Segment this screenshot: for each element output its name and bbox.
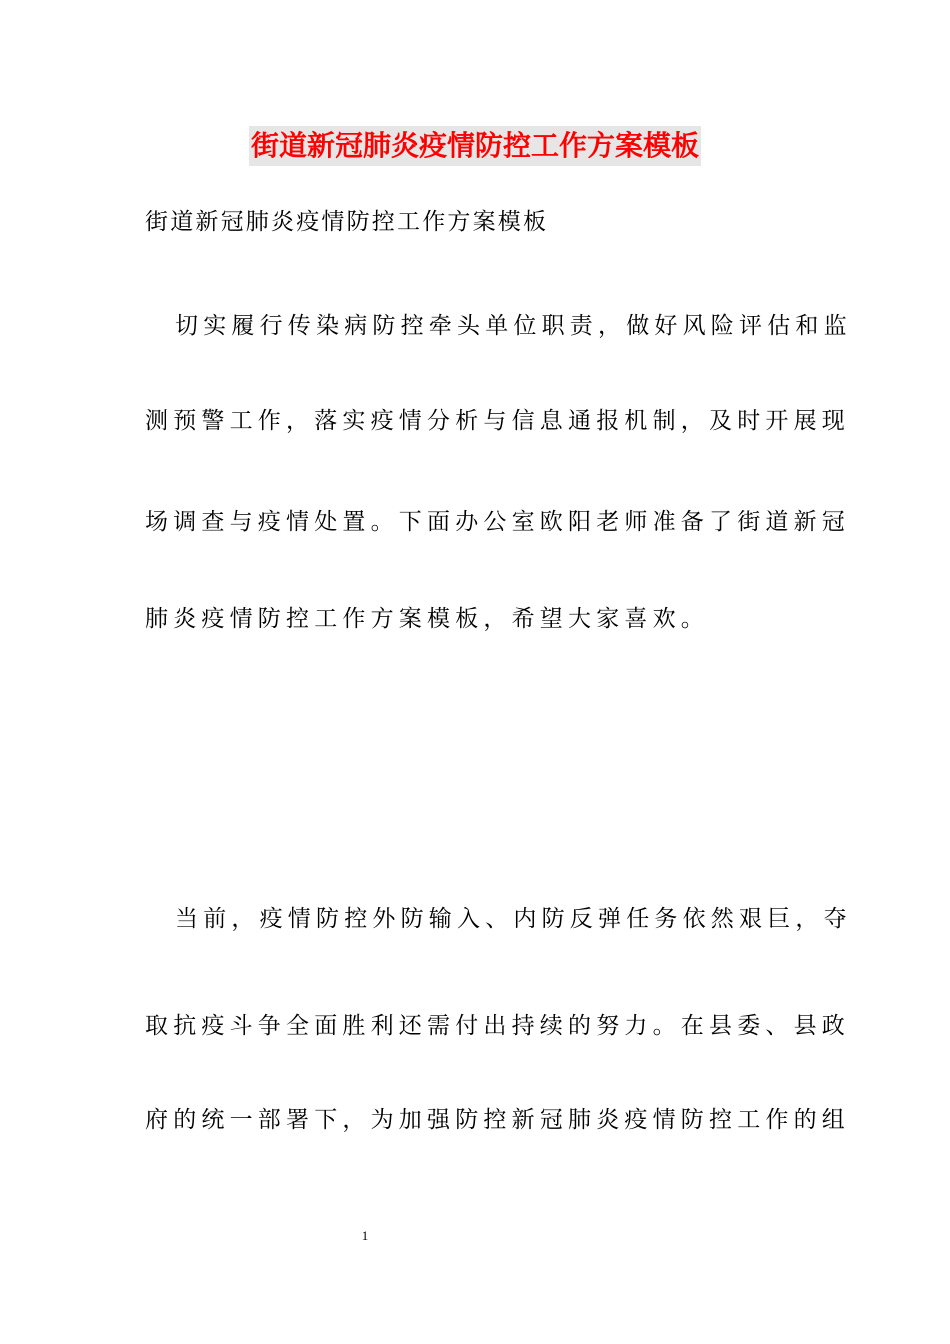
title-container [0, 126, 950, 166]
paragraph-1-line-1: 切实履行传染病防控牵头单位职责，做好风险评估和监 [175, 313, 852, 339]
paragraph-2-line-1: 当前，疫情防控外防输入、内防反弹任务依然艰巨，夺 [175, 906, 852, 932]
paragraph-1-line-4: 肺炎疫情防控工作方案模板，希望大家喜欢。 [145, 606, 709, 632]
paragraph-1-line-3: 场调查与疫情处置。下面办公室欧阳老师准备了街道新冠 [145, 509, 850, 535]
document-subtitle: 街道新冠肺炎疫情防控工作方案模板 [145, 209, 549, 235]
document-title: 街道新冠肺炎疫情防控工作方案模板 [249, 126, 701, 166]
paragraph-2-line-3: 府的统一部署下，为加强防控新冠肺炎疫情防控工作的组 [145, 1107, 850, 1133]
paragraph-2-line-2: 取抗疫斗争全面胜利还需付出持续的努力。在县委、县政 [145, 1013, 850, 1039]
paragraph-1-line-2: 测预警工作，落实疫情分析与信息通报机制，及时开展现 [145, 408, 850, 434]
page-number: 1 [361, 1228, 369, 1243]
